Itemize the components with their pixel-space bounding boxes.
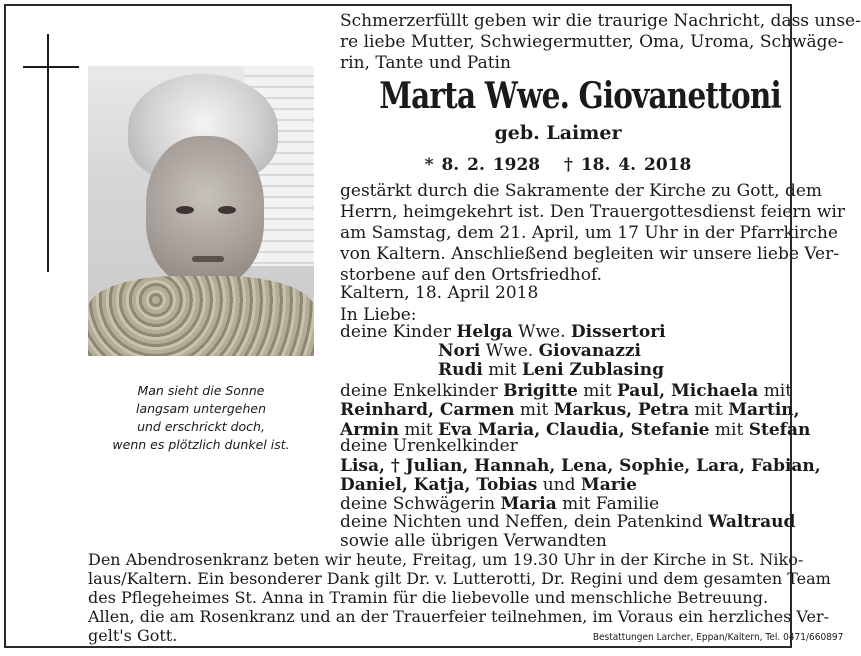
mourner-line: deine Urenkelkinder [340,436,518,456]
mourner-line: Daniel, Katja, Tobias und Marie [340,475,637,495]
mourner-line: deine Schwägerin Maria mit Familie [340,494,660,514]
birth-date: * 8. 2. 1928 [424,155,541,175]
mourner-line: deine Nichten und Neffen, dein Patenkind Waltraud [340,512,796,532]
closing-line: gelt's Gott. [88,626,178,645]
mourner-line: Armin mit Eva Maria, Claudia, Stefanie mit Stefan [340,420,811,440]
mourner-line: Nori Wwe. Giovanazzi [438,341,641,361]
funeral-home-footer: Bestattungen Larcher, Eppan/Kaltern, Tel. 0471/660897 [592,632,843,643]
portrait-photo [88,66,314,348]
body-line: gestärkt durch die Sakramente der Kirche zu Gott, dem [340,181,823,201]
mourner-line: deine Kinder Helga Wwe. Dissertori [340,322,666,342]
body-line: Herrn, heimgekehrt ist. Den Trauergottesdienst feiern wir [340,202,845,222]
death-date: † 18. 4. 2018 [564,155,692,175]
mourner-line: sowie alle übrigen Verwandten [340,531,607,551]
closing-line: des Pflegeheimes St. Anna in Tramin für die liebevolle und menschliche Betreuung. [88,588,769,607]
birth-name: geb. Laimer [494,122,622,144]
life-dates [340,155,776,175]
cross-icon [47,34,49,272]
cross-icon-bar [23,66,79,68]
intro-line: rin, Tante und Patin [340,53,511,73]
quote: Man sieht die Sonne langsam untergehen und erschrickt doch, wenn es plötzlich dunkel ist. [112,383,290,452]
closing-line: laus/Kaltern. Ein besonderer Dank gilt Dr. v. Lutterotti, Dr. Regini und dem gesamten Team [88,569,831,588]
in-love-label: In Liebe: [340,305,417,325]
body-line: am Samstag, dem 21. April, um 17 Uhr in der Pfarrkirche [340,223,838,243]
intro-line: Schmerzerfüllt geben wir die traurige Nachricht, dass unse- [340,11,861,31]
mourner-line: deine Enkelkinder Brigitte mit Paul, Michaela mit [340,381,793,401]
mourner-line: Rudi mit Leni Zublasing [438,360,664,380]
mourner-line: Reinhard, Carmen mit Markus, Petra mit Martin, [340,400,800,420]
deceased-name: Marta Wwe. Giovanettoni [379,75,781,117]
body-line: storbene auf den Ortsfriedhof. [340,265,603,285]
mourner-line: Lisa, † Julian, Hannah, Lena, Sophie, Lara, Fabian, [340,456,821,476]
place-date: Kaltern, 18. April 2018 [340,283,539,303]
intro-line: re liebe Mutter, Schwiegermutter, Oma, Uroma, Schwäge- [340,32,844,52]
closing-line: Den Abendrosenkranz beten wir heute, Freitag, um 19.30 Uhr in der Kirche in St. Niko- [88,550,804,569]
body-line: von Kaltern. Anschließend begleiten wir unsere liebe Ver- [340,244,839,264]
closing-line: Allen, die am Rosenkranz und an der Trauerfeier teilnehmen, im Voraus ein herzliches Ver- [88,607,830,626]
